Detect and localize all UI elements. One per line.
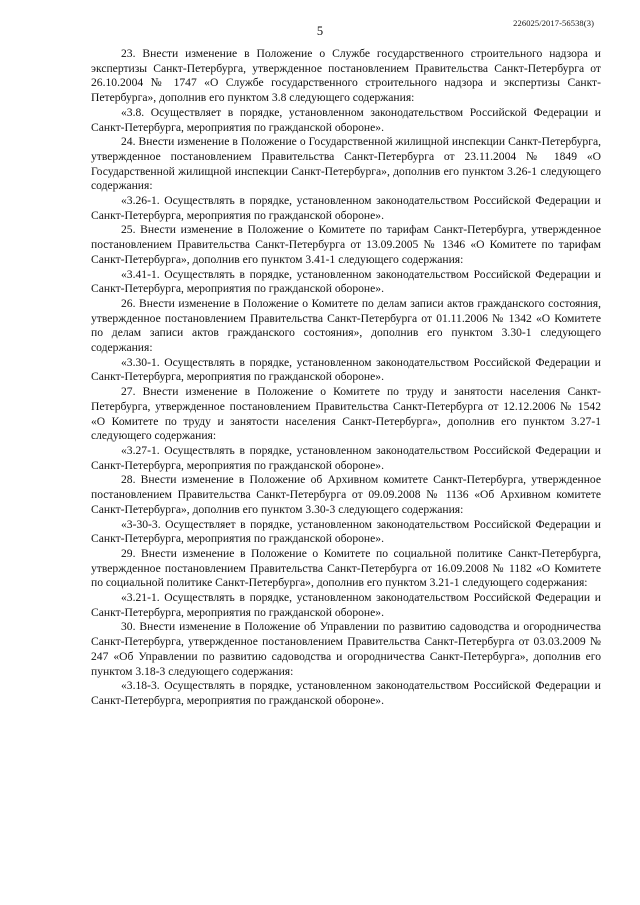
- page-number: 5: [316, 24, 324, 38]
- paragraph-quote-3-8: «3.8. Осуществляет в порядке, установленном законодательством Российской Федерации и Санкт-Петербурга, мероприятия по гражданской обороне».: [91, 105, 601, 134]
- document-id: 226025/2017-56538(3): [513, 18, 594, 28]
- paragraph-item-28: 28. Внести изменение в Положение об Архивном комитете Санкт-Петербурга, утвержденное постановлением Правительства Санкт-Петербурга от 09.09.2008 № 1136 «Об Архивном комитете Санкт-Петербурга», дополнив его пунктом 3.30-3 следующего содержания:: [91, 473, 601, 516]
- paragraph-item-24: 24. Внести изменение в Положение о Государственной жилищной инспекции Санкт-Петербурга, утвержденное постановлением Правительства Санкт-Петербурга от 23.11.2004 № 1849 «О Государственной жилищной инспекции Санкт-Петербурга», дополнив его пунктом 3.26-1 следующего содержания:: [91, 135, 601, 193]
- paragraph-item-27: 27. Внести изменение в Положение о Комитете по труду и занятости населения Санкт-Петербурга, утвержденное постановлением Правительства Санкт-Петербурга от 12.12.2006 № 1542 «О Комитете по труду и занятости населения Санкт-Петербурга», дополнив его пунктом 3.27-1 следующего содержания:: [91, 385, 601, 443]
- document-body: [91, 47, 601, 709]
- paragraph-quote-3-30-3: «3-30-3. Осуществляет в порядке, установленном законодательством Российской Федерации и Санкт-Петербурга, мероприятия по гражданской обороне».: [91, 517, 601, 546]
- paragraph-quote-3-41-1: «3.41-1. Осуществлять в порядке, установленном законодательством Российской Федерации и Санкт-Петербурга, мероприятия по гражданской обороне».: [91, 267, 601, 296]
- paragraph-item-29: 29. Внести изменение в Положение о Комитете по социальной политике Санкт-Петербурга, утвержденное постановлением Правительства Санкт-Петербурга от 16.09.2008 № 1182 «О Комитете по социальной политике Санкт-Петербурга», дополнив его пунктом 3.21-1 следующего содержания:: [91, 546, 601, 590]
- paragraph-quote-3-18-3: «3.18-3. Осуществлять в порядке, установленном законодательством Российской Федерации и Санкт-Петербурга, мероприятия по гражданской обороне».: [91, 679, 601, 707]
- paragraph-item-26: 26. Внести изменение в Положение о Комитете по делам записи актов гражданского состояния, утвержденное постановлением Правительства Санкт-Петербурга от 01.11.2006 № 1342 «О Комитете по делам записи актов гражданского состояния», дополнив его пунктом 3.30-1 следующего содержания:: [91, 296, 601, 355]
- paragraph-quote-3-21-1: «3.21-1. Осуществлять в порядке, установленном законодательством Российской Федерации и Санкт-Петербурга, мероприятия по гражданской обороне».: [91, 591, 601, 619]
- paragraph-quote-3-30-1: «3.30-1. Осуществлять в порядке, установленном законодательством Российской Федерации и Санкт-Петербурга, мероприятия по гражданской обороне».: [91, 355, 601, 384]
- paragraph-quote-3-27-1: «3.27-1. Осуществлять в порядке, установленном законодательством Российской Федерации и Санкт-Петербурга, мероприятия по гражданской обороне».: [91, 443, 601, 472]
- paragraph-quote-3-26-1: «3.26-1. Осуществлять в порядке, установленном законодательством Российской Федерации и Санкт-Петербурга, мероприятия по гражданской обороне».: [91, 194, 601, 222]
- paragraph-item-25: 25. Внести изменение в Положение о Комитете по тарифам Санкт-Петербурга, утвержденное постановлением Правительства Санкт-Петербурга от 13.09.2005 № 1346 «О Комитете по тарифам Санкт-Петербурга», дополнив его пунктом 3.41-1 следующего содержания:: [91, 223, 601, 266]
- paragraph-item-23: 23. Внести изменение в Положение о Службе государственного строительного надзора и экспертизы Санкт-Петербурга, утвержденное постановлением Правительства Санкт-Петербурга от 26.10.2004 № 1747 «О Службе государственного строительного надзора и экспертизы Санкт-Петербурга», дополнив его пунктом 3.8 следующего содержания:: [91, 47, 601, 105]
- paragraph-item-30: 30. Внести изменение в Положение об Управлении по развитию садоводства и огородничества Санкт-Петербурга, утвержденное постановлением Правительства Санкт-Петербурга от 03.03.2009 № 247 «Об Управлении по развитию садоводства и огородничества Санкт-Петербурга», дополнив его пунктом 3.18-3 следующего содержания:: [91, 620, 601, 678]
